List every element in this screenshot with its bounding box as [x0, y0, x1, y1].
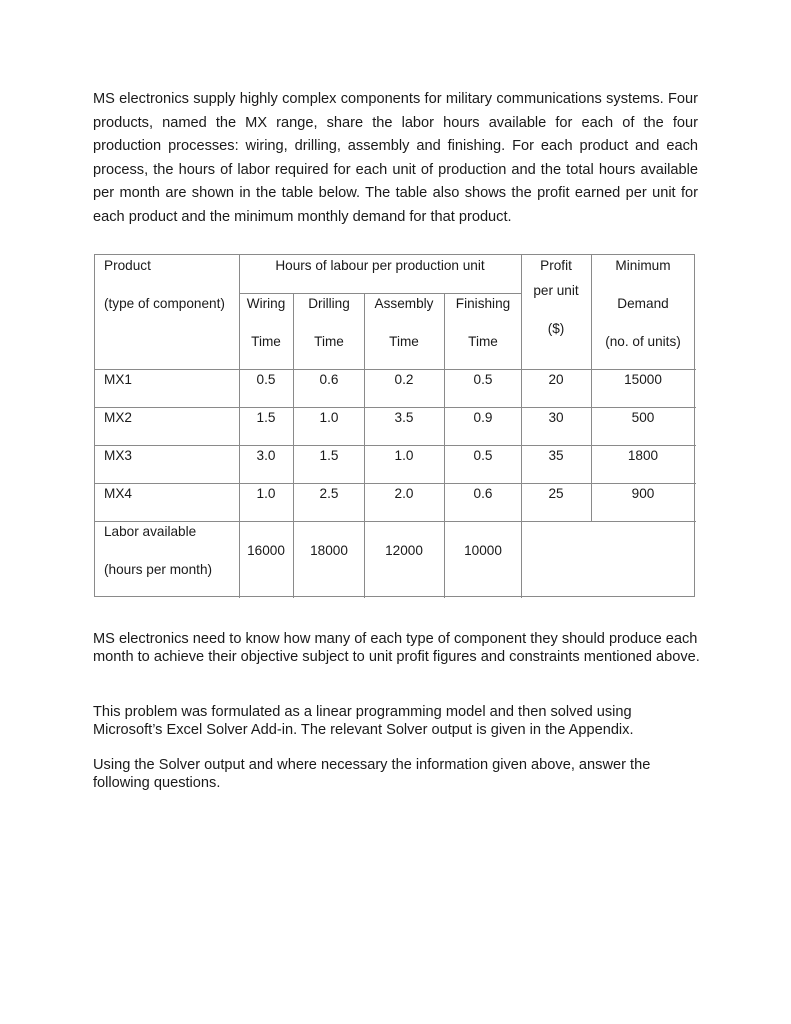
- col-divider: [521, 255, 522, 598]
- labor-value: 10000: [464, 543, 502, 558]
- demand-header: Minimum: [615, 258, 671, 273]
- table-cell: 0.5: [473, 372, 493, 387]
- profit-header: per unit: [533, 283, 579, 298]
- row-divider: [239, 293, 521, 294]
- row-divider: [95, 483, 696, 484]
- labor-label: (hours per month): [104, 562, 213, 577]
- instructions-paragraph: Using the Solver output and where necessary the information given above, answer the following questions.: [93, 757, 651, 791]
- table-cell: 30: [548, 410, 564, 425]
- table-cell: 2.0: [394, 486, 414, 501]
- assembly-header: Assembly: [374, 296, 434, 311]
- profit-header: Profit: [540, 258, 572, 273]
- product-name: MX1: [104, 372, 132, 387]
- production-table: [94, 254, 695, 597]
- table-cell: 3.5: [394, 410, 414, 425]
- demand-header: (no. of units): [605, 334, 681, 349]
- table-cell: 2.5: [319, 486, 339, 501]
- table-cell: 0.9: [473, 410, 493, 425]
- labor-value: 16000: [247, 543, 285, 558]
- table-cell: 20: [548, 372, 564, 387]
- demand-header: Demand: [617, 296, 669, 311]
- wiring-header: Wiring: [246, 296, 286, 311]
- table-cell: 0.6: [473, 486, 493, 501]
- table-cell: 0.2: [394, 372, 414, 387]
- intro-paragraph: MS electronics supply highly complex components for military communications systems. Four products, named the MX range, share the labor hours available for each of the four production processes: wiring, drilling, assembly and finishing. For each product and each process, the hours of labor required for each unit of production and the total hours available per month are shown in the table below. The table also shows the profit earned per unit for each product and the minimum monthly demand for that product.: [93, 91, 698, 225]
- col-divider: [239, 255, 240, 598]
- table-cell: 500: [631, 410, 655, 425]
- table-cell: 0.5: [473, 448, 493, 463]
- product-name: MX3: [104, 448, 132, 463]
- profit-header: ($): [547, 321, 565, 336]
- table-cell: 1800: [627, 448, 659, 463]
- labor-value: 12000: [385, 543, 423, 558]
- row-divider: [95, 521, 696, 522]
- time-label: Time: [314, 334, 344, 349]
- table-cell: 1.5: [319, 448, 339, 463]
- row-divider: [95, 445, 696, 446]
- table-cell: 1.0: [319, 410, 339, 425]
- product-subheader: (type of component): [104, 296, 225, 311]
- product-header: Product: [104, 258, 151, 273]
- table-cell: 15000: [624, 372, 662, 387]
- labor-value: 18000: [310, 543, 348, 558]
- table-cell: 900: [631, 486, 655, 501]
- table-cell: 0.6: [319, 372, 339, 387]
- table-cell: 1.0: [256, 486, 276, 501]
- time-label: Time: [468, 334, 498, 349]
- table-cell: 1.5: [256, 410, 276, 425]
- product-name: MX2: [104, 410, 132, 425]
- objective-paragraph: MS electronics need to know how many of each type of component they should produce each month to achieve their objective subject to unit profit figures and constraints mentioned above.: [93, 631, 700, 665]
- row-divider: [95, 407, 696, 408]
- labor-label: Labor available: [104, 524, 197, 539]
- table-cell: 35: [548, 448, 564, 463]
- table-cell: 25: [548, 486, 564, 501]
- finishing-header: Finishing: [455, 296, 511, 311]
- time-label: Time: [389, 334, 419, 349]
- table-cell: 1.0: [394, 448, 414, 463]
- row-divider: [95, 369, 696, 370]
- table-cell: 3.0: [256, 448, 276, 463]
- table-cell: 0.5: [256, 372, 276, 387]
- time-label: Time: [251, 334, 281, 349]
- hours-header: Hours of labour per production unit: [275, 258, 485, 273]
- formulation-paragraph: This problem was formulated as a linear programming model and then solved using Microsoft’s Excel Solver Add-in. The relevant Solver output is given in the Appendix.: [93, 704, 634, 738]
- product-name: MX4: [104, 486, 132, 501]
- drilling-header: Drilling: [308, 296, 350, 311]
- col-divider: [591, 255, 592, 522]
